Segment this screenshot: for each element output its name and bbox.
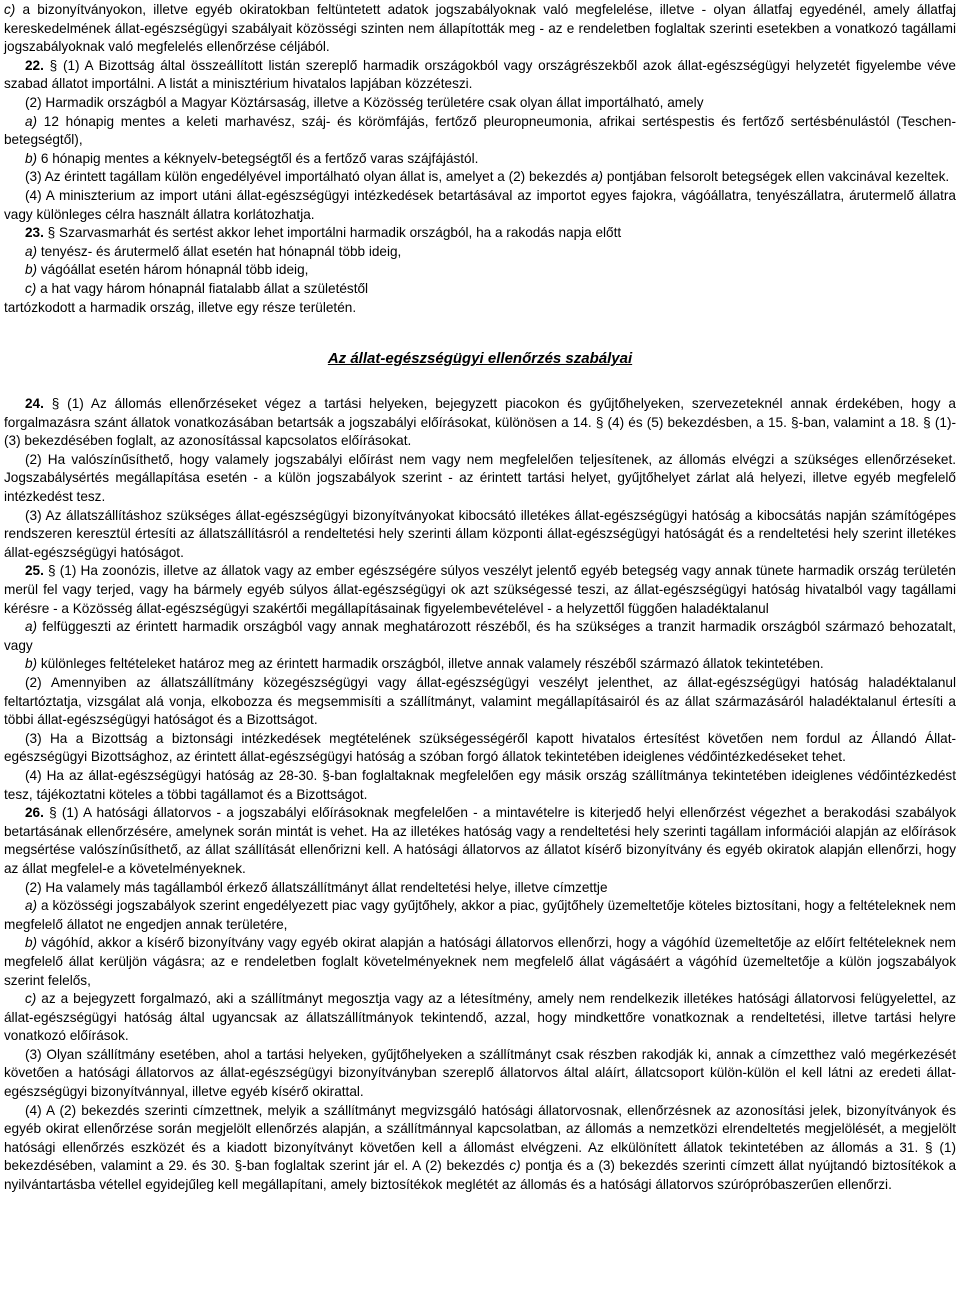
section-heading: Az állat-egészségügyi ellenőrzés szabályai xyxy=(327,350,633,368)
paragraph xyxy=(4,168,956,187)
paragraph-text: (3) Az érintett tagállam külön engedélyével importálható olyan állat is, amelyet a (2) bekezdés xyxy=(25,169,591,185)
paragraph-text: (4) Ha az állat-egészségügyi hatóság az 28-30. §-ban foglaltaknak megfelelően egy másik ország szállítmánya tekintetében ideiglenes védőintézkedést tesz, tájékoztatni köteles a többi tagállamot és a Bizottságot. xyxy=(4,767,956,802)
paragraph-text: (3) Olyan szállítmány esetében, ahol a tartási helyeken, gyűjtőhelyeken a szállítmányt csak részben rakodják ki, annak a címzetthez való megérkezését követően a hatósági állatorvos az állat-egészségügyi bizonyítványban szereplő állatorvos által aláírt, állatcsoport külön-külön el kell látni az eredeti állat-egészségügyi bizonyítvánnyal, illetve egyéb kísérő okirattal. xyxy=(4,1046,956,1100)
paragraph xyxy=(4,1,956,57)
paragraph xyxy=(4,562,956,618)
paragraph-text: (3) Az állatszállításhoz szükséges állat-egészségügyi bizonyítványokat kibocsátó illetékes állat-egészségügyi hatóság a kibocsátás napján számítógépes rendszeren keresztül értesíti az állatszállításról a rendeltetési hely szerinti állam központi állat-egészségügyi hatóságát és a rendeltetési hely szerint illetékes állat-egészségügyi hatóságot. xyxy=(4,507,956,560)
paragraph-text: (4) A (2) bekezdés szerinti címzettnek, melyik a szállítmányt megvizsgáló hatósági állatorvosnak, ellenőrzésnek az azonosítási jelek, bizonyítványok és egyéb okirat ellenőrzése során megjelölt ellenőrzés alapján, a szállítmánnyal kapcsolatban, az állomás a nemzetközi elrendeltetés megjelölését, a megjelölt hatósági ellenőrzés eszközét és a kiadott bizonyítványt követően kell a állomást elvégzeni. Az elkülönített állatok tekintetében az állomás a 31. § (1) bekezdésében, valamint a 29. és 30. §-ban foglaltak szerint jár el. A (2) bekezdés xyxy=(4,1102,956,1174)
paragraph xyxy=(4,767,956,804)
paragraph xyxy=(4,299,956,318)
paragraph xyxy=(4,1102,956,1195)
paragraph xyxy=(4,804,956,878)
paragraph xyxy=(4,507,956,563)
paragraph xyxy=(4,280,956,299)
paragraph-text: (2) Harmadik országból a Magyar Köztársaság, illetve a Közösség területére csak olyan állat importálható, amely xyxy=(25,94,704,110)
paragraph-text: különleges feltételeket határoz meg az érintett harmadik országból, illetve annak valamely részéből származó állatok tekintetében. xyxy=(37,656,824,672)
paragraph-text: a hat vagy három hónapnál fiatalabb állat a születéstől xyxy=(36,280,369,296)
paragraph xyxy=(4,879,956,898)
paragraph xyxy=(4,897,956,934)
paragraph xyxy=(4,1046,956,1102)
paragraph-text: vágóhíd, akkor a kísérő bizonyítvány vagy egyéb okirat alapján a hatósági állatorvos ellenőrzi, hogy a vágóhíd üzemeltetője az előírt feltételeknek nem megfelelő állat kerüljön vágásra; az e rendeletben foglalt követelményeknek nem megfelelő állat vágásáért a vágóhíd üzemeltetője a külön jogszabályok szerint felelős, xyxy=(4,935,956,988)
paragraph xyxy=(4,395,956,451)
list-marker: c) xyxy=(509,1158,521,1174)
list-marker: a) xyxy=(590,169,604,185)
paragraph-text: § (1) A hatósági állatorvos - a jogszabályi előírásoknak megfelelően - a mintavételre is kiterjedő helyi ellenőrzést végezhet a berakodási szabályok betartásának ellenőrzésére, amelynek során mintát is vehet. Ha az illetékes hatóság vagy a rendeltetési hely szerinti tagállam információi alapján az előírások megsértése valószínűsíthető, az állat szállítását ellenőrizni kell. A hatósági állatorvos az állatot kísérő bizonyítvány és egyéb okiratok alapján ellenőrzi, hogy az állat megfelel-e a követelményeknek. xyxy=(4,805,956,876)
paragraph-text: § (1) A Bizottság által összeállított listán szereplő harmadik országokból vagy országrészekből azok állat-egészségügyi helyzetét figyelembe véve szabad állatot importálni. A listát a minisztérium hivatalos lapjában közzéteszi. xyxy=(4,57,956,92)
paragraph-text: az a bejegyzett forgalmazó, aki a szállítmányt megosztja vagy az a létesítmény, amely nem rendelkezik illetékes hatósági állatorvosi felügyelettel, az állat-egészségügyi hatóság által ugyancsak az állatszállítmányok tekintendő, azzal, hogy mindkettőre vonatkoznak a rendeltetési, illetve tartási helyre vonatkozó előírások. xyxy=(4,991,956,1044)
paragraph-text: (4) A miniszterium az import utáni állat-egészségügyi intézkedések betartásával az importot egyes fajokra, vágóállatra, tenyészállatra, árutermelő állatra vagy különleges célra használt állatra korlátozhatja. xyxy=(4,187,956,222)
paragraph-text: (3) Ha a Bizottság a biztonsági intézkedések megtételének szükségességéről kapott hivatalos értesítést követően nem fordul az Állandó Állat-egészségügyi Bizottsághoz, az érintett állat-egészségügyi hatóság a szóban forgó állatok tekintetében ideiglenes védőintézkedéseket tehet. xyxy=(4,730,956,765)
paragraph-text: 6 hónapig mentes a kéknyelv-betegségtől és a fertőző varas szájfájástól. xyxy=(37,150,479,166)
paragraph xyxy=(4,990,956,1046)
section-number: 23. xyxy=(25,225,44,241)
paragraph xyxy=(4,618,956,655)
list-marker: a) xyxy=(25,619,38,635)
paragraph xyxy=(4,224,956,243)
paragraph xyxy=(4,113,956,150)
paragraph-text: (2) Ha valamely más tagállamból érkező állatszállítmányt állat rendeltetési helye, illetve címzettje xyxy=(25,879,608,895)
document-section-import-rules xyxy=(4,1,956,317)
paragraph-text: § Szarvasmarhát és sertést akkor lehet importálni harmadik országból, ha a rakodás napja előtt xyxy=(43,225,622,241)
paragraph-text: § (1) Ha zoonózis, illetve az állatok vagy az ember egészségére súlyos veszélyt jelentő egyéb betegség vagy annak tünete harmadik ország területén merül fel vagy terjed, vagy ha bármely egyéb súlyos állat-egészségügyi ok azt szükségessé teszi, az állat-egészségügyi hatóság hivatalból vagy tagállami kérésre - a Közösség állat-egészségügyi szakértői megállapításainak figyelembevételével - a helyzettől függően haladéktalanul xyxy=(4,563,956,616)
list-marker: b) xyxy=(25,656,38,672)
paragraph xyxy=(4,261,956,280)
paragraph-text: tenyész- és árutermelő állat esetén hat hónapnál több ideig, xyxy=(37,243,402,259)
paragraph xyxy=(4,730,956,767)
paragraph-text: (2) Ha valószínűsíthető, hogy valamely jogszabályi előírást nem vagy nem megfelelően teljesítenek, az állomás elvégzi a szükséges ellenőrzéseket. Jogszabálysértés megállapítása esetén - a külön jogszabályok szerint - az érintett tartási helyet, gyűjtőhelyet zárlat alá helyezi, illetve egyéb megfelelő intézkedést tesz. xyxy=(4,451,956,505)
list-marker: a) xyxy=(25,113,38,129)
paragraph-text: felfüggeszti az érintett harmadik országból vagy annak meghatározott részéből, és ha szükséges a tranzit harmadik országból származó behozatalt, vagy xyxy=(4,619,956,653)
section-number: 26. xyxy=(25,805,44,821)
paragraph xyxy=(4,934,956,990)
paragraph xyxy=(4,451,956,507)
list-marker: c) xyxy=(25,280,37,296)
list-marker: b) xyxy=(25,150,38,166)
paragraph-text: pontjában felsorolt betegségek ellen vakcinával kezeltek. xyxy=(603,169,950,185)
paragraph-text: pontja és a (3) bekezdés szerinti címzett állat nyújtandó biztosítékok a nyilvántartásba vétellel egyidejűleg kell megállapítani, amely biztosítékok meglétét az állomás és a hatósági állatorvos szúrópróbaszerűen ellenőrzi. xyxy=(4,1158,957,1193)
list-marker: b) xyxy=(25,262,38,278)
list-marker: a) xyxy=(25,898,38,914)
section-number: 25. xyxy=(25,563,44,579)
list-marker: a) xyxy=(25,243,38,259)
list-marker: c) xyxy=(4,2,16,17)
paragraph xyxy=(4,94,956,113)
paragraph xyxy=(4,655,956,674)
section-number: 22. xyxy=(25,57,44,73)
paragraph xyxy=(4,150,956,169)
paragraph-text: 12 hónapig mentes a keleti marhavész, száj- és körömfájás, fertőző pleuropneumonia, afrikai sertéspestis és fertőző sertésbénulástól (Teschen-betegségtől), xyxy=(4,113,956,148)
paragraph-text: a bizonyítványokon, illetve egyéb okiratokban feltüntetett adatok jogszabályoknak való megfelelése, illetve - olyan állatfaj egyedénél, amely állatfaj kereskedelmének állat-egészségügyi szabályait közösségi szinten nem állapították meg - az e rendeletben foglaltak szerinti esetekben a vonatkozó tagállami jogszabályoknak való megfelelés ellenőrzése céljából. xyxy=(4,2,956,55)
section-number: 24. xyxy=(25,396,44,412)
paragraph-text: tartózkodott a harmadik ország, illetve egy része területén. xyxy=(4,299,357,315)
paragraph xyxy=(4,243,956,262)
paragraph-text: a közösségi jogszabályok szerint engedélyezett piac vagy gyűjtőhely, akkor a piac, gyűjtőhely üzemeltetője köteles biztosítani, hogy a feltételeknek nem megfelelő állatot ne engedjen annak területére, xyxy=(4,898,956,932)
paragraph-text: vágóállat esetén három hónapnál több ideig, xyxy=(37,262,309,278)
document-section-inspection-rules xyxy=(4,395,956,1195)
paragraph xyxy=(4,57,956,94)
list-marker: c) xyxy=(25,991,37,1007)
paragraph xyxy=(4,674,956,730)
paragraph xyxy=(4,187,956,224)
list-marker: b) xyxy=(25,935,38,951)
paragraph-text: (2) Amennyiben az állatszállítmány közegészségügyi vagy állat-egészségügyi veszélyt jelenthet, az állat-egészségügyi hatóság haladéktalanul feltartóztatja, vizsgálat alá vonja, elkobozza és megsemmisíti a szállítmányt, valamint megállapításairól és az állat származásáról haladéktalanul értesíti a többi állat-egészségügyi hatóságot és a Bizottságot. xyxy=(4,675,956,728)
paragraph-text: § (1) Az állomás ellenőrzéseket végez a tartási helyeken, bejegyzett piacokon és gyűjtőhelyeken, szervezeteknél annak érdekében, hogy a forgalmazásra szánt állatok vonatkozásában betartsák a jogszabályi előírásokat, különösen a 14. § (4) és (5) bekezdésben, a 15. §-ban, valamint a 18. § (1)-(3) bekezdésében foglalt, az azonosítással kapcsolatos előírásokat. xyxy=(4,396,956,449)
